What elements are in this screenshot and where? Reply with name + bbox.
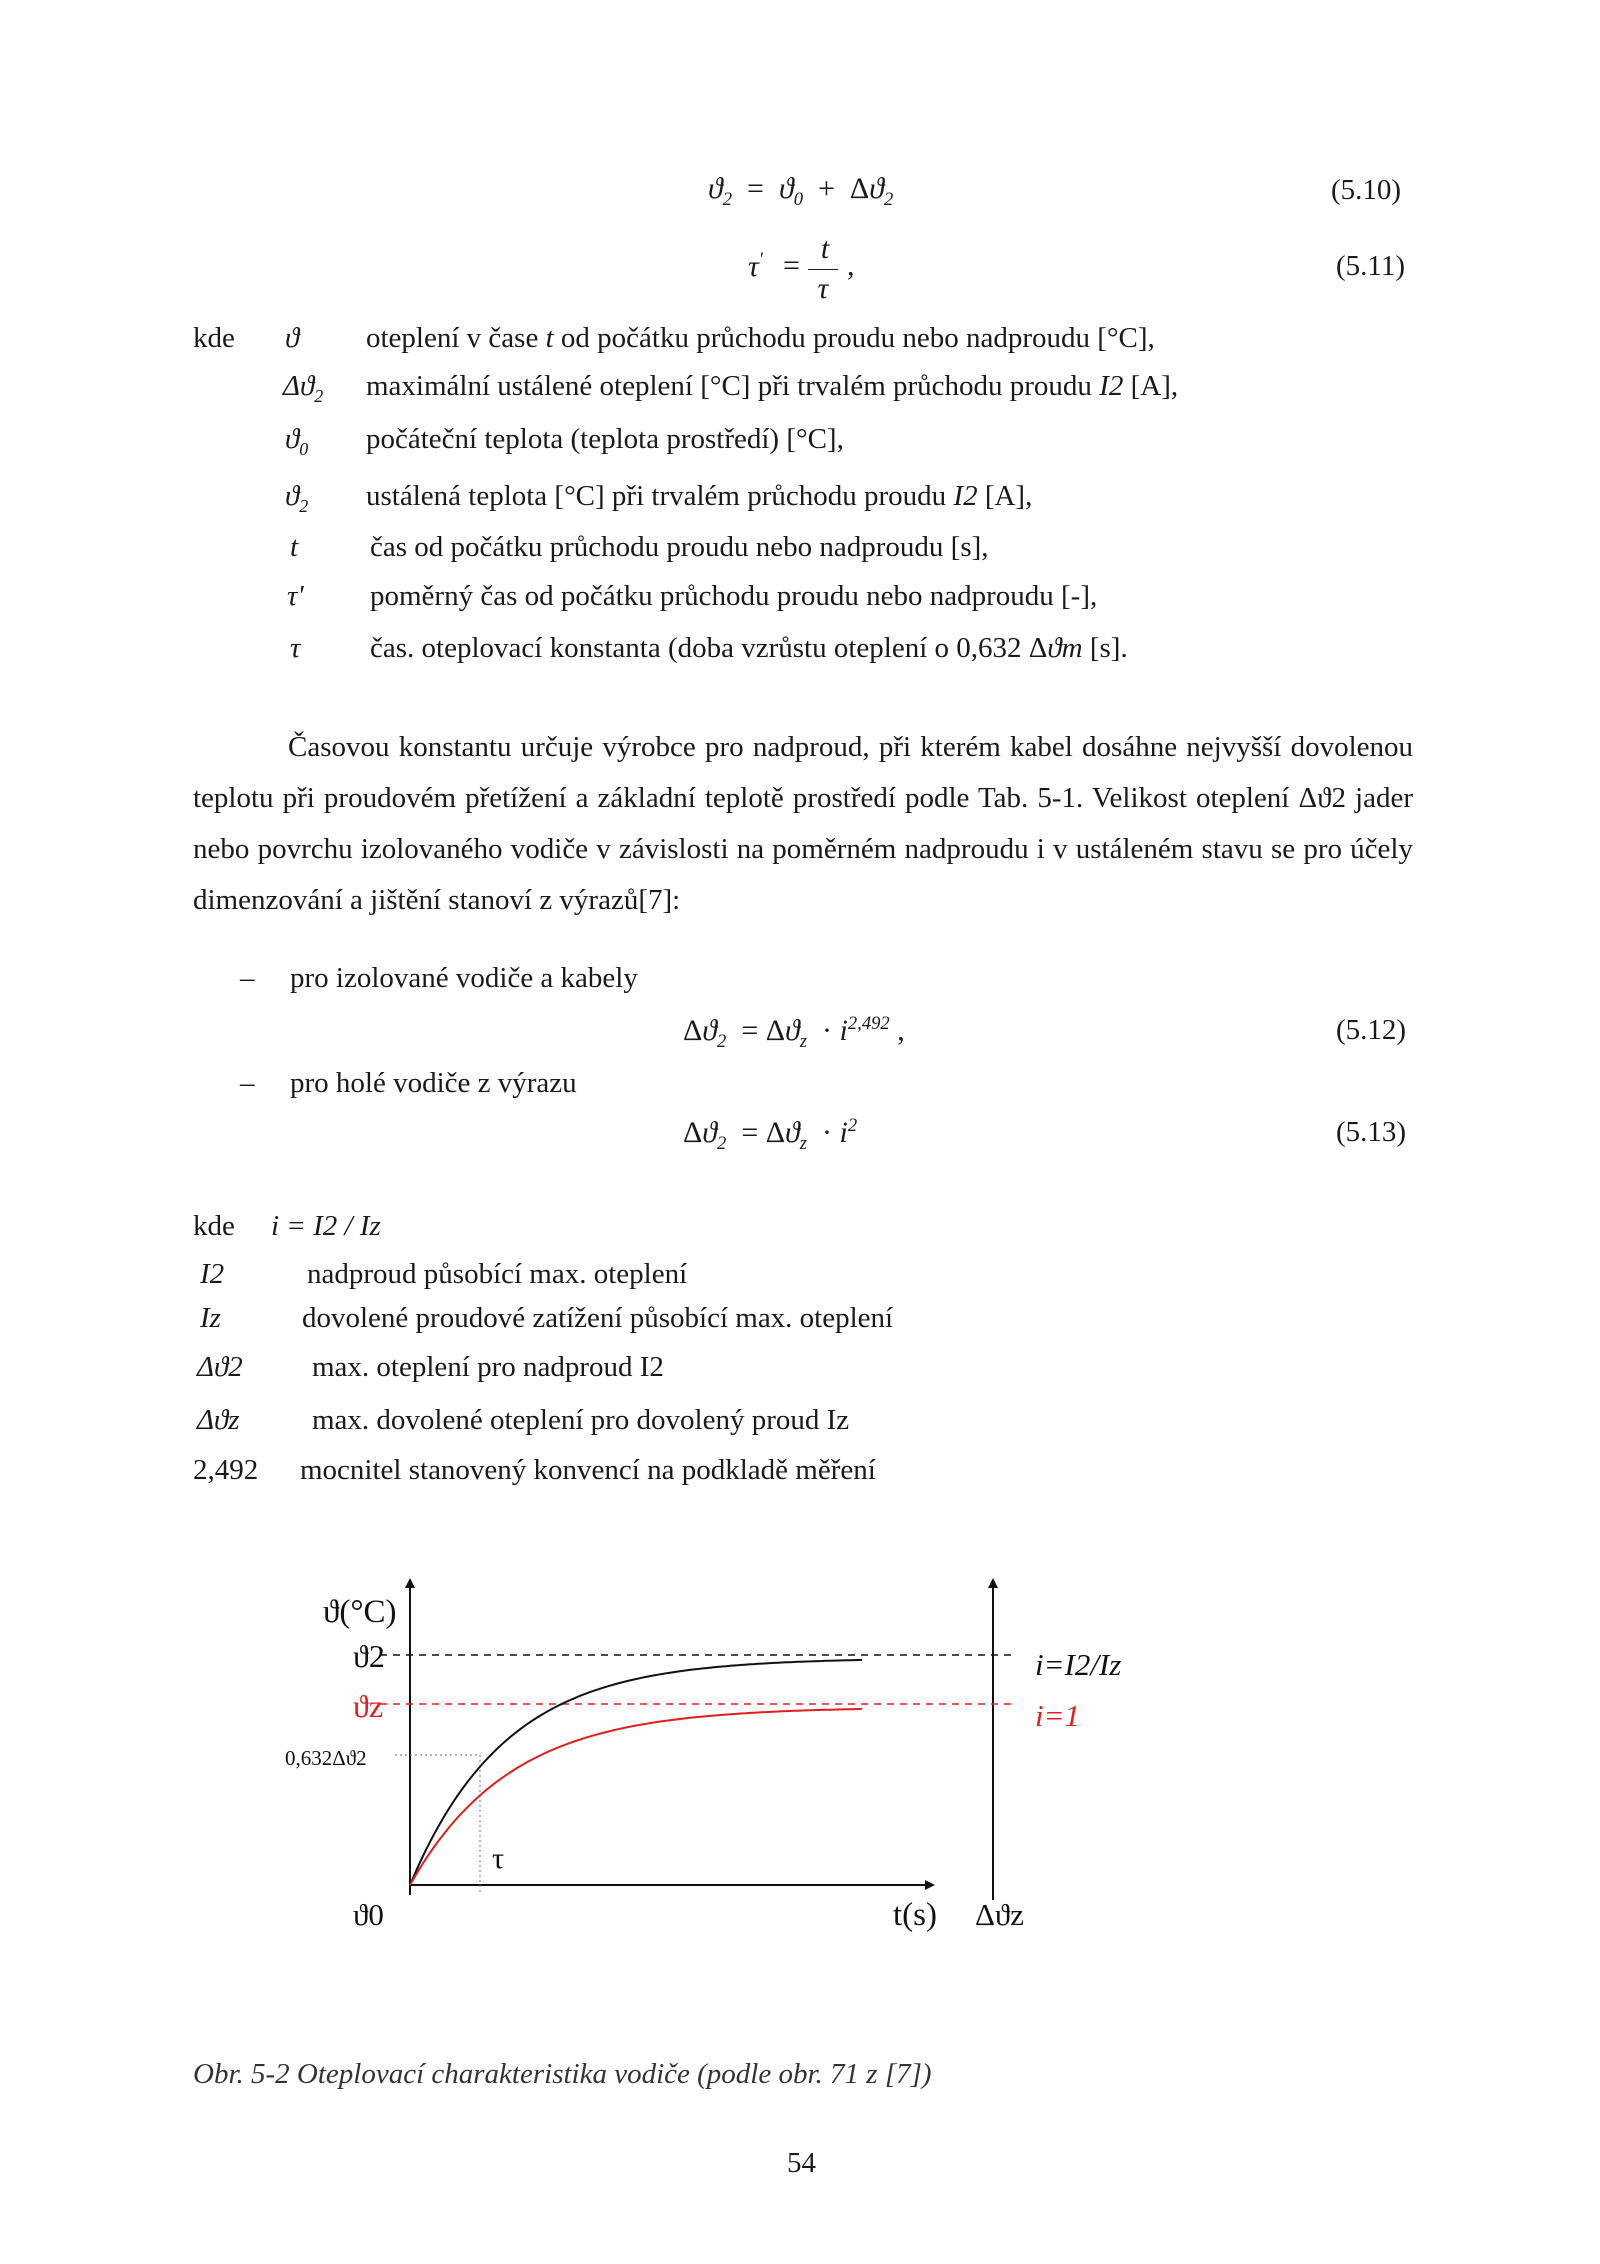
legend-text: ustálená teplota [°C] při trvalém průchodu proudu I2 [A], xyxy=(366,480,1033,512)
curve-label-black: i=I2/Iz xyxy=(1035,1647,1122,1682)
legend2-text: nadproud působící max. oteplení xyxy=(307,1258,688,1290)
legend2-symbol: 2,492 xyxy=(193,1454,259,1486)
legend-text: počáteční teplota (teplota prostředí) [°C], xyxy=(366,423,844,455)
y-axis-label: ϑ(°C) xyxy=(323,1594,397,1630)
figure-caption: Obr. 5-2 Oteplovací charakteristika vodiče (podle obr. 71 z [7]) xyxy=(193,2058,932,2090)
legend-kde: kde xyxy=(193,322,235,354)
bullet-text: pro izolované vodiče a kabely xyxy=(290,962,638,994)
equation-5-10: $ϑ_2 = ϑ_0 + \Delta ϑ_2$ xyxy=(708,172,894,210)
legend-text: maximální ustálené oteplení [°C] při trvalém průchodu proudu I2 [A], xyxy=(366,370,1179,402)
bullet-text: pro holé vodiče z výrazu xyxy=(290,1067,577,1099)
legend-symbol: t xyxy=(290,531,299,563)
bullet-dash: – xyxy=(240,1067,255,1099)
legend-symbol: τ xyxy=(290,632,301,664)
legend2-text: max. dovolené oteplení pro dovolený proud Iz xyxy=(312,1404,850,1436)
x-axis-label: t(s) xyxy=(893,1897,937,1933)
equation-5-11: τ' xyxy=(748,249,763,283)
legend-symbol: $\Delta ϑ_2$ xyxy=(283,370,324,406)
label-thetaz: ϑz xyxy=(353,1688,384,1724)
equation-5-12: $\Delta ϑ_2 = \Delta ϑ_z \cdot i^{2,492}$ , xyxy=(683,1013,905,1052)
equation-number-5-11: (5.11) xyxy=(1336,250,1405,282)
curve-label-red: i=1 xyxy=(1035,1698,1081,1733)
equation-5-13: $\Delta ϑ_2 = \Delta ϑ_z \cdot i^2$ xyxy=(683,1115,858,1154)
equation-number-5-12: (5.12) xyxy=(1336,1014,1407,1046)
legend2-symbol: Iz xyxy=(200,1302,221,1334)
fraction-numerator: t xyxy=(820,232,830,265)
label-theta0: ϑ0 xyxy=(353,1897,384,1932)
right-axis-label: Δϑz xyxy=(975,1897,1025,1932)
label-theta2: ϑ2 xyxy=(353,1638,385,1674)
curve-i-1 xyxy=(410,1709,862,1885)
legend2-symbol: Δϑz xyxy=(197,1404,240,1436)
legend2-definition: i = I2 / Iz xyxy=(271,1210,381,1242)
legend-text: oteplení v čase t od počátku průchodu proudu nebo nadproudu [°C], xyxy=(366,322,1155,354)
label-tau: τ xyxy=(492,1842,505,1875)
legend-text: čas od počátku průchodu proudu nebo nadproudu [s], xyxy=(370,531,989,563)
legend-symbol: $ϑ_2$ xyxy=(285,480,309,516)
legend-text: čas. oteplovací konstanta (doba vzrůstu oteplení o 0,632 Δϑm [s]. xyxy=(370,632,1128,664)
bullet-dash: – xyxy=(240,962,255,994)
legend-text: poměrný čas od počátku průchodu proudu nebo nadproudu [-], xyxy=(370,580,1098,612)
legend2-symbol: I2 xyxy=(200,1258,225,1290)
fraction-denominator: τ xyxy=(817,272,829,305)
page-number: 54 xyxy=(787,2147,816,2179)
curve-i-i2-iz xyxy=(410,1660,862,1885)
legend2-symbol: Δϑ2 xyxy=(197,1351,243,1383)
equation-number-5-10: (5.10) xyxy=(1331,174,1402,206)
legend2-text: max. oteplení pro nadproud I2 xyxy=(312,1351,664,1383)
legend-symbol: $ϑ_0$ xyxy=(285,423,309,459)
label-0632: 0,632Δϑ2 xyxy=(285,1746,367,1770)
legend2-text: dovolené proudové zatížení působící max. oteplení xyxy=(302,1302,894,1334)
body-paragraph: Časovou konstantu určuje výrobce pro nadproud, při kterém kabel dosáhne nejvyšší dovolenou teplotu při proudovém přetížení a základní teplotě prostředí podle Tab. 5-1. Velikost oteplení Δϑ2 jader nebo povrchu izolovaného vodiče v závislosti na poměrném nadproudu i v ustáleném stavu se pro účely dimenzování a jištění stanoví z výrazů[7]: xyxy=(193,731,1413,916)
legend2-kde: kde xyxy=(193,1210,235,1242)
legend2-text: mocnitel stanovený konvencí na podkladě měření xyxy=(300,1454,876,1486)
legend-symbol: τ' xyxy=(287,580,304,612)
equation-number-5-13: (5.13) xyxy=(1336,1116,1407,1148)
legend-symbol: ϑ xyxy=(285,322,300,354)
